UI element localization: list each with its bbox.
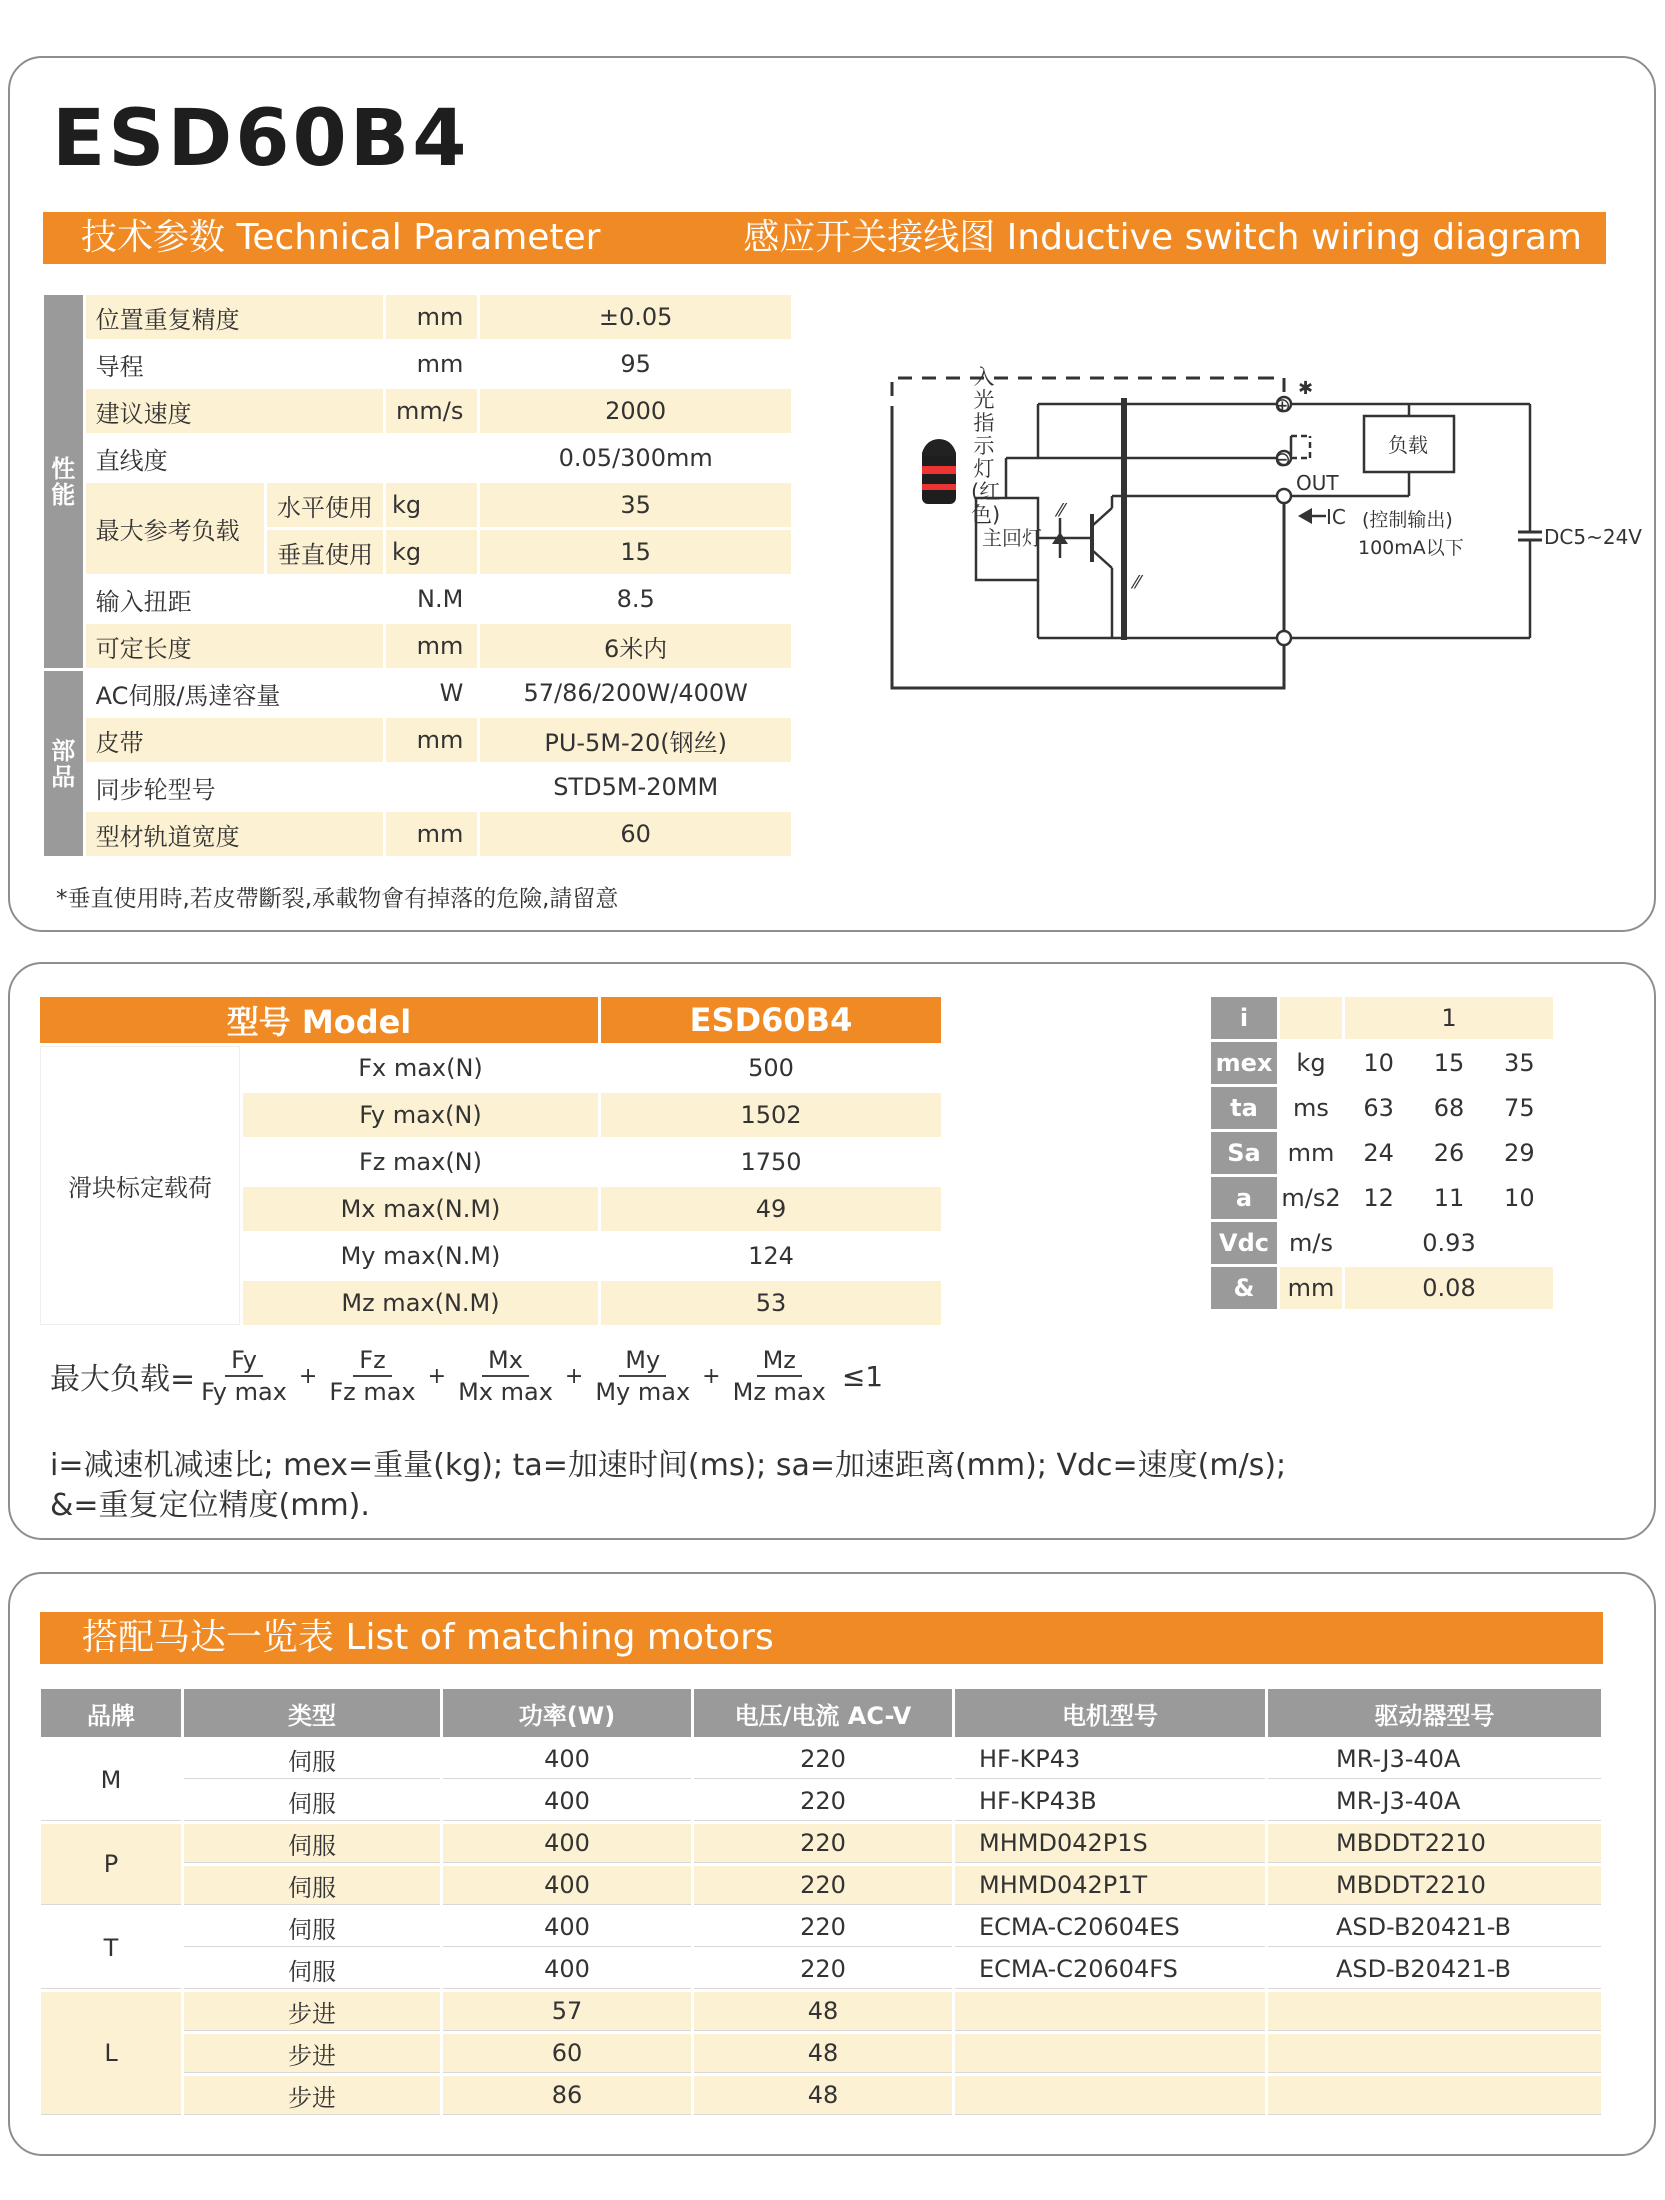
motor-row	[41, 2076, 1601, 2115]
kin-value: 75	[1486, 1087, 1553, 1129]
param-row	[44, 389, 791, 433]
type-cell: 步进	[184, 1992, 440, 2031]
param-unit: N.M	[386, 577, 477, 621]
driver-model-cell	[1268, 2076, 1601, 2115]
label-control-output: (控制输出)	[1362, 509, 1453, 531]
param-row	[44, 577, 791, 621]
load-value: 124	[601, 1234, 941, 1278]
param-value: 15	[480, 530, 791, 574]
driver-model-cell: MBDDT2210	[1268, 1866, 1601, 1905]
param-label: 直线度	[86, 436, 383, 480]
param-label: 同步轮型号	[86, 765, 383, 809]
driver-model-cell: MBDDT2210	[1268, 1824, 1601, 1863]
kin-value: 35	[1486, 1042, 1553, 1084]
svg-text:⁄⁄: ⁄⁄	[1058, 500, 1065, 521]
load-value: 500	[601, 1046, 941, 1090]
motors-header-bar	[40, 1612, 1603, 1664]
formula-plus: +	[702, 1363, 721, 1389]
kin-key: ta	[1211, 1087, 1277, 1129]
kin-unit: m/s	[1280, 1222, 1342, 1264]
kin-unit: mm	[1280, 1132, 1342, 1174]
power-cell: 400	[443, 1740, 691, 1779]
kin-value: 24	[1345, 1132, 1412, 1174]
motor-header-row	[41, 1689, 1601, 1737]
param-value: PU-5M-20(钢丝)	[480, 718, 791, 762]
voltage-cell: 220	[694, 1908, 952, 1947]
legend-line-1: i=减速机减速比; mex=重量(kg); ta=加速时间(ms); sa=加速距离(mm); Vdc=速度(m/s);	[50, 1448, 1287, 1483]
col-motor-model: 电机型号	[955, 1689, 1265, 1737]
param-sub-label: 水平使用	[267, 483, 383, 527]
motor-model-cell: MHMD042P1T	[955, 1866, 1265, 1905]
voltage-cell: 220	[694, 1740, 952, 1779]
voltage-cell: 48	[694, 1992, 952, 2031]
motors-header: 搭配马达一览表 List of matching motors	[82, 1617, 774, 1658]
type-cell: 伺服	[184, 1866, 440, 1905]
col-power: 功率(W)	[443, 1689, 691, 1737]
motor-model-cell: ECMA-C20604ES	[955, 1908, 1265, 1947]
kin-value: 0.08	[1345, 1267, 1553, 1309]
kin-value: 10	[1486, 1177, 1553, 1219]
motor-row	[41, 1908, 1601, 1947]
power-cell: 57	[443, 1992, 691, 2031]
param-value: 57/86/200W/400W	[480, 671, 791, 715]
kin-unit	[1280, 997, 1342, 1039]
param-row	[44, 671, 791, 715]
label-minus: ⊖	[1274, 447, 1291, 471]
formula-tail: ≤1	[841, 1359, 884, 1393]
technical-panel	[8, 56, 1656, 932]
kin-row	[1211, 1177, 1553, 1219]
motor-table	[38, 1686, 1604, 2118]
label-main-circuit: 主回灯	[982, 526, 1042, 550]
driver-model-cell	[1268, 2034, 1601, 2073]
indicator-lamp-icon	[922, 439, 956, 504]
voltage-cell: 48	[694, 2034, 952, 2073]
formula-term: $\frac{Mz}{\text{Mz max}}$	[732, 1346, 826, 1406]
param-label: 位置重复精度	[86, 295, 383, 339]
motor-row	[41, 1782, 1601, 1821]
param-row	[44, 718, 791, 762]
power-cell: 400	[443, 1782, 691, 1821]
param-unit: kg	[386, 530, 477, 574]
load-name: Fy max(N)	[243, 1093, 598, 1137]
kin-value: 15	[1415, 1042, 1482, 1084]
kin-row	[1211, 1042, 1553, 1084]
model-header-label: 型号 Model	[40, 997, 598, 1043]
svg-text:⁄⁄: ⁄⁄	[1134, 572, 1141, 593]
type-cell: 伺服	[184, 1740, 440, 1779]
type-cell: 步进	[184, 2076, 440, 2115]
kin-value: 1	[1345, 997, 1553, 1039]
load-name: Mz max(N.M)	[243, 1281, 598, 1325]
brand-cell: T	[41, 1908, 181, 1989]
power-cell: 400	[443, 1950, 691, 1989]
param-label: 型材轨道宽度	[86, 812, 383, 856]
label-current: 100mA以下	[1358, 537, 1464, 559]
power-cell: 400	[443, 1908, 691, 1947]
kin-row	[1211, 997, 1553, 1039]
kin-unit: ms	[1280, 1087, 1342, 1129]
param-label: 输入扭距	[86, 577, 383, 621]
motor-model-cell: MHMD042P1S	[955, 1824, 1265, 1863]
kin-key: a	[1211, 1177, 1277, 1219]
load-name: Fx max(N)	[243, 1046, 598, 1090]
params-header: 技术参数 Technical Parameter	[81, 217, 601, 258]
param-unit: mm	[386, 718, 477, 762]
param-row	[44, 295, 791, 339]
model-load-table	[37, 994, 944, 1328]
kin-value: 68	[1415, 1087, 1482, 1129]
formula-plus: +	[564, 1363, 584, 1389]
formula-plus: +	[298, 1363, 318, 1389]
load-value: 53	[601, 1281, 941, 1325]
motor-model-cell: HF-KP43B	[955, 1782, 1265, 1821]
param-value: 2000	[480, 389, 791, 433]
col-voltage: 电压/电流 AC-V	[694, 1689, 952, 1737]
param-unit: kg	[386, 483, 477, 527]
param-value: 35	[480, 483, 791, 527]
kin-row	[1211, 1222, 1553, 1264]
param-row	[44, 765, 791, 809]
model-row-group: 滑块标定载荷	[40, 1046, 240, 1325]
param-row	[44, 436, 791, 480]
kin-value: 12	[1345, 1177, 1412, 1219]
model-row	[40, 1046, 941, 1090]
motor-row	[41, 2034, 1601, 2073]
power-cell: 86	[443, 2076, 691, 2115]
param-label: 最大参考负载	[86, 483, 264, 574]
param-row	[44, 483, 791, 527]
param-label: 导程	[86, 342, 383, 386]
voltage-cell: 48	[694, 2076, 952, 2115]
label-load: 负载	[1388, 433, 1428, 457]
motor-model-cell	[955, 2076, 1265, 2115]
param-unit: mm/s	[386, 389, 477, 433]
type-cell: 伺服	[184, 1782, 440, 1821]
voltage-cell: 220	[694, 1824, 952, 1863]
label-plus: ⊕	[1274, 393, 1291, 417]
kin-unit: mm	[1280, 1267, 1342, 1309]
parameter-table	[41, 292, 794, 859]
kin-key: i	[1211, 997, 1277, 1039]
param-sub-label: 垂直使用	[267, 530, 383, 574]
load-value: 1750	[601, 1140, 941, 1184]
param-value: 6米内	[480, 624, 791, 668]
kin-value: 26	[1415, 1132, 1482, 1174]
label-indicator: 入光指示灯(红色)	[971, 365, 1001, 527]
formula-term: $\frac{Fz}{\text{Fz max}}$	[329, 1346, 416, 1406]
param-value: ±0.05	[480, 295, 791, 339]
kin-row	[1211, 1087, 1553, 1129]
voltage-cell: 220	[694, 1782, 952, 1821]
max-load-formula	[50, 1345, 883, 1407]
param-row	[44, 812, 791, 856]
motor-row	[41, 1992, 1601, 2031]
brand-cell: P	[41, 1824, 181, 1905]
group-parts: 部品	[44, 671, 83, 856]
param-value: 8.5	[480, 577, 791, 621]
type-cell: 伺服	[184, 1950, 440, 1989]
label-star: ✱	[1298, 378, 1314, 399]
kin-key: Sa	[1211, 1132, 1277, 1174]
col-driver-model: 驱动器型号	[1268, 1689, 1601, 1737]
section-header-bar	[43, 212, 1606, 264]
type-cell: 步进	[184, 2034, 440, 2073]
motor-model-cell	[955, 2034, 1265, 2073]
param-unit: mm	[386, 812, 477, 856]
param-unit: mm	[386, 624, 477, 668]
param-value: 60	[480, 812, 791, 856]
kin-value: 63	[1345, 1087, 1412, 1129]
legend-line-2: &=重复定位精度(mm).	[50, 1488, 370, 1523]
param-value: 0.05/300mm	[480, 436, 791, 480]
col-type: 类型	[184, 1689, 440, 1737]
power-cell: 400	[443, 1824, 691, 1863]
type-cell: 伺服	[184, 1908, 440, 1947]
power-cell: 60	[443, 2034, 691, 2073]
formula-lead: 最大负载=	[50, 1362, 196, 1397]
formula-term: $\frac{My}{\text{My max}}$	[595, 1346, 691, 1406]
kin-value: 29	[1486, 1132, 1553, 1174]
kin-unit: kg	[1280, 1042, 1342, 1084]
kin-unit: m/s2	[1280, 1177, 1342, 1219]
driver-model-cell: ASD-B20421-B	[1268, 1908, 1601, 1947]
kinematics-table	[1208, 994, 1556, 1312]
param-value: STD5M-20MM	[480, 765, 791, 809]
model-header-value: ESD60B4	[601, 997, 941, 1043]
driver-model-cell: ASD-B20421-B	[1268, 1950, 1601, 1989]
param-label: 可定长度	[86, 624, 383, 668]
label-out: OUT	[1296, 471, 1339, 495]
motor-model-cell	[955, 1992, 1265, 2031]
kin-value: 11	[1415, 1177, 1482, 1219]
label-ic: IC	[1326, 505, 1346, 529]
load-name: Fz max(N)	[243, 1140, 598, 1184]
formula-plus: +	[427, 1363, 447, 1389]
load-name: My max(N.M)	[243, 1234, 598, 1278]
param-unit	[386, 765, 477, 809]
motor-model-cell: ECMA-C20604FS	[955, 1950, 1265, 1989]
group-performance: 性能	[44, 295, 83, 668]
param-label: 建议速度	[86, 389, 383, 433]
motor-row	[41, 1740, 1601, 1779]
power-cell: 400	[443, 1866, 691, 1905]
kin-key: mex	[1211, 1042, 1277, 1084]
type-cell: 伺服	[184, 1824, 440, 1863]
driver-model-cell: MR-J3-40A	[1268, 1782, 1601, 1821]
kin-key: &	[1211, 1267, 1277, 1309]
brand-cell: L	[41, 1992, 181, 2115]
col-brand: 品牌	[41, 1689, 181, 1737]
param-label: 皮带	[86, 718, 383, 762]
driver-model-cell: MR-J3-40A	[1268, 1740, 1601, 1779]
voltage-cell: 220	[694, 1950, 952, 1989]
load-value: 49	[601, 1187, 941, 1231]
kin-value: 10	[1345, 1042, 1412, 1084]
footnote: *垂直使用時,若皮帶斷裂,承載物會有掉落的危險,請留意	[56, 886, 619, 912]
load-name: Mx max(N.M)	[243, 1187, 598, 1231]
param-unit: mm	[386, 342, 477, 386]
motor-row	[41, 1866, 1601, 1905]
voltage-cell: 220	[694, 1866, 952, 1905]
label-voltage: DC5~24V	[1544, 525, 1642, 549]
formula-term: $\frac{Fy}{\text{Fy max}}$	[201, 1346, 287, 1406]
motor-model-cell: HF-KP43	[955, 1740, 1265, 1779]
kin-row	[1211, 1132, 1553, 1174]
model-header-row	[40, 997, 941, 1043]
param-row	[44, 342, 791, 386]
motor-row	[41, 1824, 1601, 1863]
param-row	[44, 624, 791, 668]
kin-key: Vdc	[1211, 1222, 1277, 1264]
wiring-header: 感应开关接线图 Inductive switch wiring diagram	[743, 217, 1582, 258]
param-value: 95	[480, 342, 791, 386]
driver-model-cell	[1268, 1992, 1601, 2031]
param-unit	[386, 436, 477, 480]
motor-row	[41, 1950, 1601, 1989]
brand-cell: M	[41, 1740, 181, 1821]
param-label: AC伺服/馬達容量	[86, 671, 383, 715]
load-value: 1502	[601, 1093, 941, 1137]
kin-value: 0.93	[1345, 1222, 1553, 1264]
param-unit: mm	[386, 295, 477, 339]
param-unit: W	[386, 671, 477, 715]
kin-row	[1211, 1267, 1553, 1309]
formula-term: $\frac{Mx}{\text{Mx max}}$	[458, 1346, 553, 1406]
product-title: ESD60B4	[52, 94, 470, 184]
motors-panel	[8, 1572, 1656, 2156]
